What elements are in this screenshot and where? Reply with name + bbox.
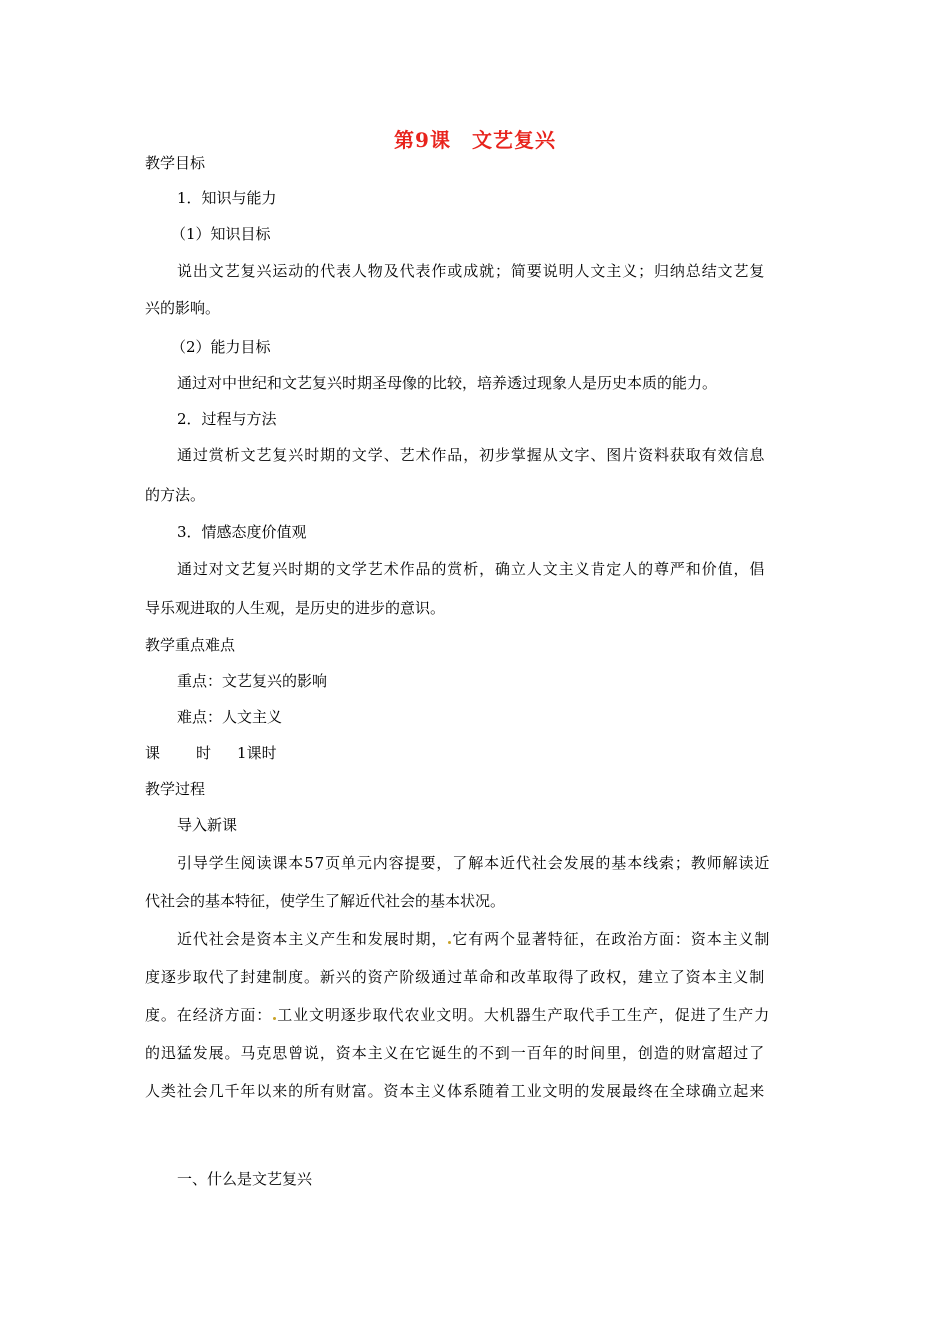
lesson-title: 第9课 文艺复兴 [394,128,556,152]
annotation-mark [448,941,451,944]
subheading-ability-goals: （2）能力目标 [171,338,271,356]
subheading-process-method: 2．过程与方法 [177,410,277,428]
paragraph-line: 通过赏析文艺复兴时期的文学、艺术作品，初步掌握从文字、图片资料获取有效信息 [177,446,766,464]
class-hours-label-2: 时 [196,744,212,762]
paragraph-line: 人类社会几千年以来的所有财富。资本主义体系随着工业文明的发展最终在全球确立起来 [145,1082,766,1100]
paragraph-fragment: 度。在经济方面： [145,1006,273,1024]
subheading-emotion-values: 3．情感态度价值观 [177,523,307,541]
paragraph-line: 说出文艺复兴运动的代表人物及代表作或成就；简要说明人文主义；归纳总结文艺复 [177,262,766,280]
subheading-knowledge-goals: （1）知识目标 [171,225,271,243]
subheading-knowledge-ability: 1．知识与能力 [177,189,277,207]
paragraph-fragment: 工业文明逐步取代农业文明。大机器生产取代手工生产，促进了生产力 [277,1006,771,1024]
paragraph-line [177,928,770,950]
paragraph-line: 度逐步取代了封建制度。新兴的资产阶级通过革命和改革取得了政权，建立了资本主义制 [145,968,766,986]
class-hours-label-1: 课 [145,744,161,762]
paragraph-line: 通过对文艺复兴时期的文学艺术作品的赏析，确立人文主义肯定人的尊严和价值，倡 [177,560,766,578]
annotation-mark [273,1017,276,1020]
class-hours-value: 1课时 [237,744,277,762]
paragraph-fragment: 它有两个显著特征，在政治方面：资本主义制 [452,930,771,948]
paragraph-line: 的方法。 [145,486,206,504]
difficult-point-line: 难点：人文主义 [177,708,283,726]
paragraph-line: 通过对中世纪和文艺复兴时期圣母像的比较，培养透过现象人是历史本质的能力。 [177,374,718,392]
section-heading-key-points: 教学重点难点 [145,636,236,654]
paragraph-line: 的迅猛发展。马克思曾说，资本主义在它诞生的不到一百年的时间里，创造的财富超过了 [145,1044,766,1062]
section-heading-what-is-renaissance: 一、什么是文艺复兴 [177,1170,313,1188]
paragraph-line: 代社会的基本特征，使学生了解近代社会的基本状况。 [145,892,506,910]
subheading-intro: 导入新课 [177,816,238,834]
key-point-line: 重点：文艺复兴的影响 [177,672,328,690]
section-heading-objectives: 教学目标 [145,154,206,172]
section-heading-process: 教学过程 [145,780,206,798]
paragraph-line: 引导学生阅读课本57页单元内容提要，了解本近代社会发展的基本线索；教师解读近 [177,854,771,872]
class-hours-line [145,742,277,764]
paragraph-fragment: 近代社会是资本主义产生和发展时期， [177,930,448,948]
paragraph-line: 兴的影响。 [145,299,221,317]
paragraph-line: 导乐观进取的人生观，是历史的进步的意识。 [145,599,446,617]
paragraph-line [145,1004,770,1026]
